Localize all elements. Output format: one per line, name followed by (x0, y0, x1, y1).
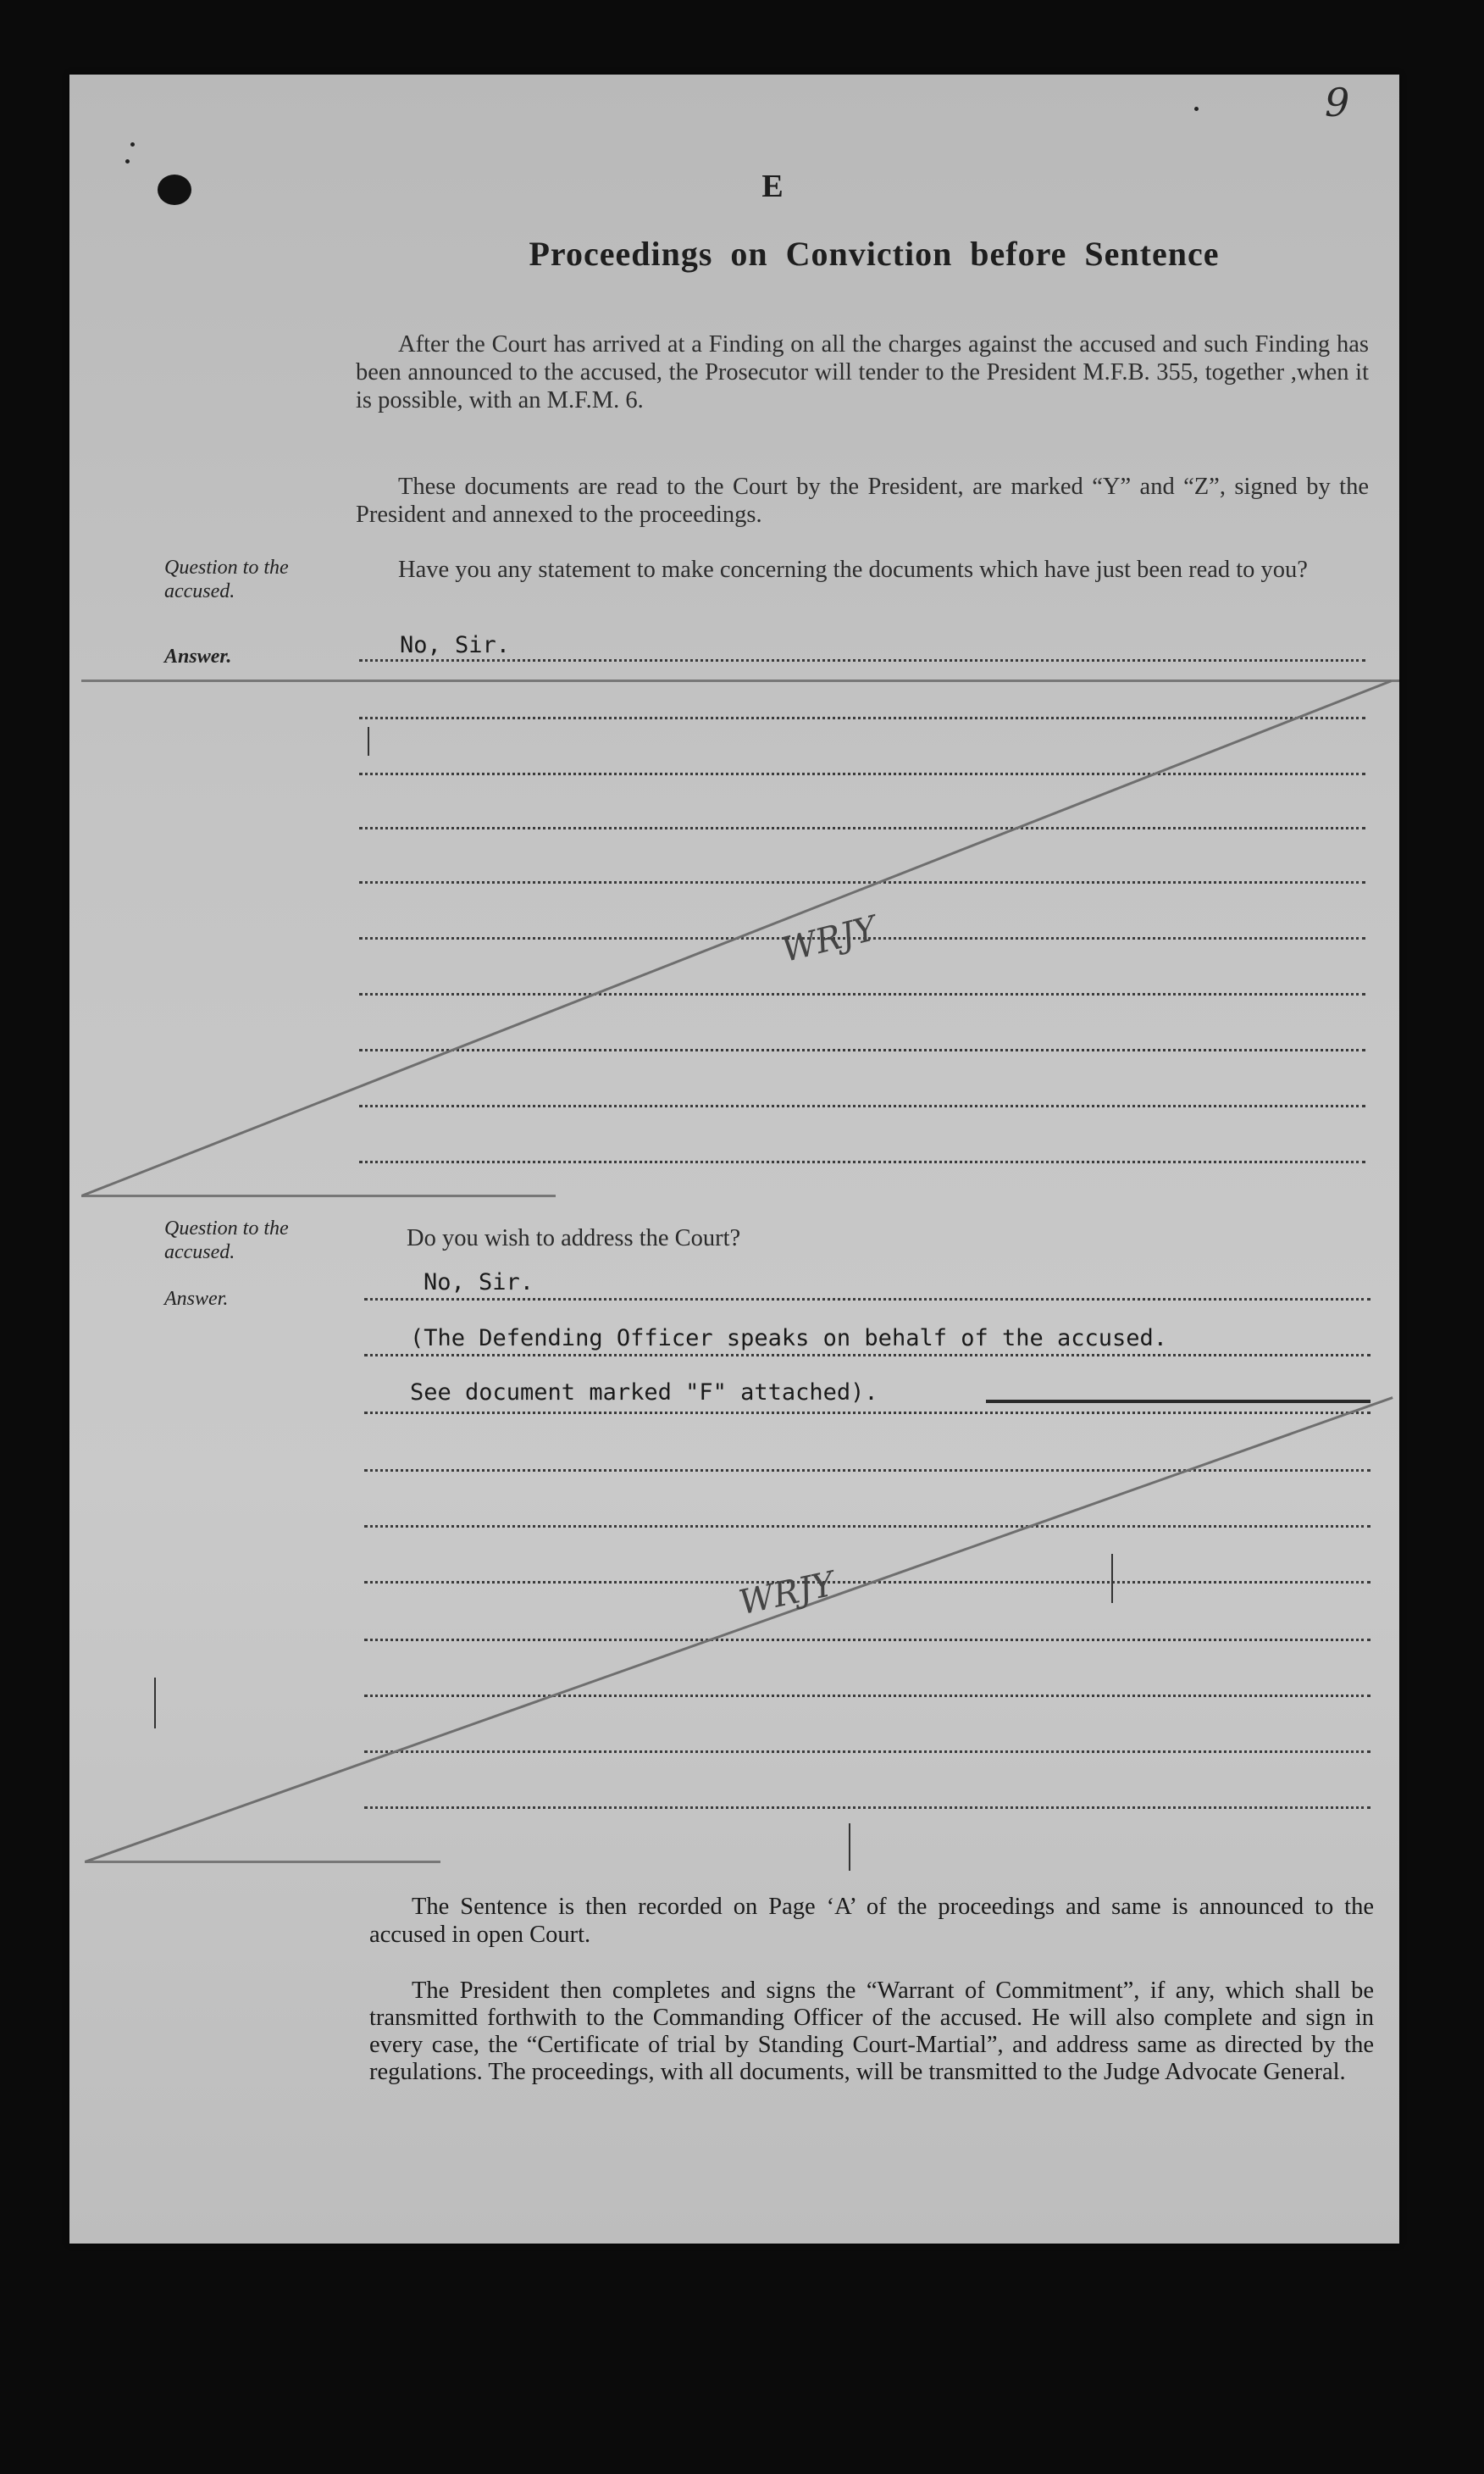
pen-mark (154, 1678, 156, 1728)
strike-initials-2: WRJY (735, 1564, 839, 1623)
question-2-answer-label: Answer. (164, 1288, 229, 1310)
question-2-answer-line-3: See document marked "F" attached). (410, 1379, 878, 1406)
intro-paragraph-1: After the Court has arrived at a Finding on all the charges against the accused and such Finding has been announced to the accused, the Prosecutor will tender to the President M.F.B. 355, together ,when it is possible, with an M.F.M. 6. (356, 331, 1369, 413)
speck (1194, 107, 1199, 111)
answer-line (364, 1806, 1370, 1809)
question-2-text: Do you wish to address the Court? (407, 1225, 741, 1251)
form-page (69, 75, 1399, 2244)
rule-line (85, 1861, 440, 1863)
answer-line (364, 1525, 1370, 1528)
answer-line (359, 659, 1365, 662)
answer-line (359, 993, 1365, 996)
answer-line (359, 773, 1365, 775)
speck (130, 142, 135, 147)
answer-line (359, 1049, 1365, 1051)
answer-line (359, 1105, 1365, 1107)
answer-line (359, 881, 1365, 884)
question-1-answer-label: Answer. (164, 646, 232, 668)
speck (125, 159, 130, 164)
intro-paragraph-2: These documents are read to the Court by the President, are marked “Y” and “Z”, signed by the President and annexed to the proceedings. (356, 474, 1369, 528)
strike-initials-1: WRJY (778, 908, 881, 971)
form-title: Proceedings on Conviction before Sentence (529, 235, 1220, 273)
answer-line (364, 1469, 1370, 1472)
answer-line (364, 1639, 1370, 1641)
question-1-margin-label: Question to the accused. (164, 557, 289, 602)
closing-pen-line (986, 1400, 1370, 1403)
answer-line (359, 827, 1365, 829)
answer-line (364, 1298, 1370, 1301)
rule-line (81, 680, 1399, 682)
answer-line (364, 1354, 1370, 1356)
rule-line (81, 1195, 556, 1197)
closing-paragraph-2: The President then completes and signs the “Warrant of Commitment”, if any, which shall be transmitted forthwith to the Commanding Officer of the accused. He will also complete and sign in every case, the “Certificate of trial by Standing Court-Martial”, and address same as directed by the regulations. The proceedings, with all documents, will be transmitted to the Judge Advocate General. (369, 1978, 1374, 2085)
answer-line (364, 1750, 1370, 1753)
answer-line (359, 1161, 1365, 1163)
answer-line (364, 1412, 1370, 1414)
closing-paragraph-1: The Sentence is then recorded on Page ‘A’ of the proceedings and same is announced to the accused in open Court. (369, 1894, 1374, 1948)
question-2-answer-line-1: No, Sir. (424, 1269, 534, 1295)
page-number: 9 (1325, 80, 1350, 125)
strike-through-line (85, 1396, 1393, 1863)
question-1-answer-text: No, Sir. (400, 632, 511, 658)
section-letter: E (761, 169, 784, 204)
answer-line (359, 717, 1365, 719)
answer-line (364, 1695, 1370, 1697)
pen-mark (368, 727, 369, 756)
pen-mark (849, 1823, 850, 1871)
pen-mark (1111, 1554, 1113, 1603)
question-2-answer-line-2: (The Defending Officer speaks on behalf of the accused. (410, 1325, 1168, 1351)
question-1-text: Have you any statement to make concerning the documents which have just been read to you? (398, 557, 1308, 583)
question-2-margin-label: Question to the accused. (164, 1218, 289, 1263)
